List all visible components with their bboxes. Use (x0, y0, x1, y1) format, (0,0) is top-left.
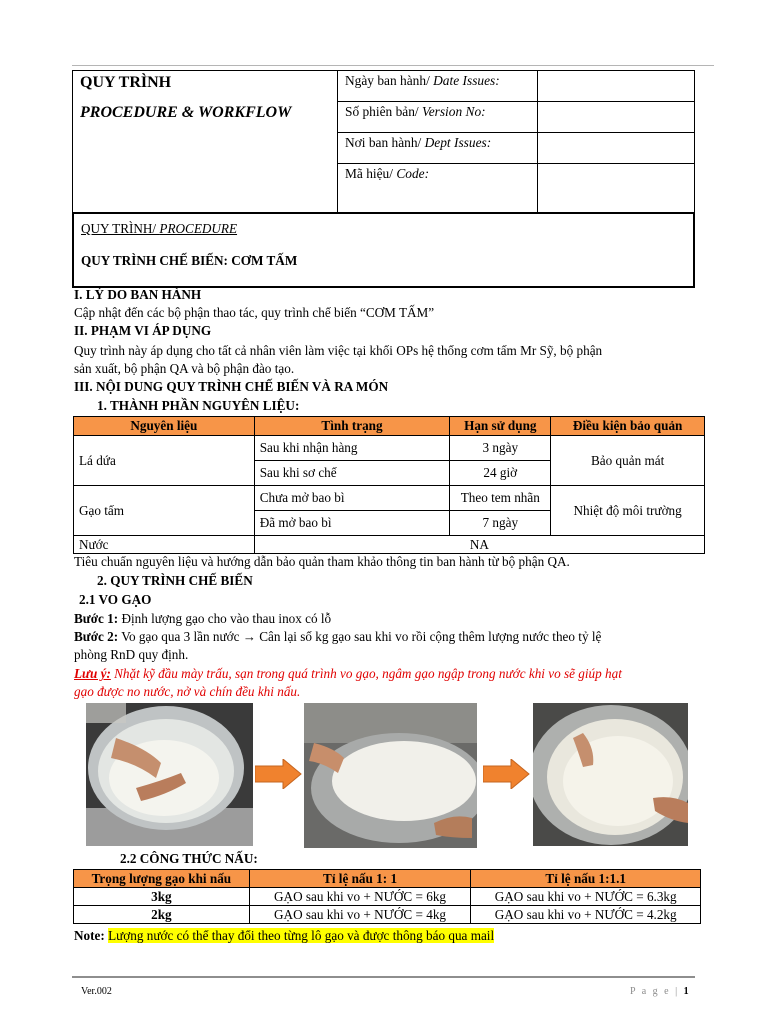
ingredient-status: Sau khi nhận hàng (254, 436, 450, 461)
ingredient-storage: Nhiệt độ môi trường (551, 486, 705, 536)
arrow-right-icon (483, 759, 531, 789)
step-1-label: Bước 1: (74, 611, 119, 626)
arrow-right-icon (255, 759, 303, 789)
date-label-en: Date Issues: (433, 73, 500, 88)
ingredient-value: NA (254, 536, 704, 554)
document-header (72, 70, 695, 213)
dept-value (537, 133, 695, 163)
header-title-vi: QUY TRÌNH (80, 74, 172, 91)
step-1 (74, 610, 696, 627)
ingredient-status: Sau khi sơ chế (254, 461, 450, 486)
ingredient-storage: Bảo quản mát (551, 436, 705, 486)
table-row (74, 436, 705, 461)
ingredient-name: Nước (74, 536, 255, 554)
table-row (74, 486, 705, 511)
table-row (74, 888, 701, 906)
section-1-text: Cập nhật đến các bộ phận thao tác, quy trình chế biến “CƠM TẤM” (74, 305, 435, 320)
header-ingredient: Nguyên liệu (74, 417, 255, 436)
photo-washing-rice-1 (86, 703, 253, 846)
step-2-text: Vo gạo qua 3 lần nước → Cân lại số kg gạo sau khi vo rồi cộng thêm lượng nước theo tỷ lệ (118, 629, 602, 644)
code-label: Mã hiệu/ (345, 166, 397, 181)
section-2-text-line-2: sản xuất, bộ phận QA và bộ phận đào tạo. (74, 361, 295, 376)
header-shelf-life: Hạn sử dụng (450, 417, 551, 436)
version-label: Số phiên bản/ (345, 104, 422, 119)
table-row (74, 906, 701, 924)
top-rule (72, 65, 714, 66)
date-label: Ngày ban hành/ (345, 73, 434, 88)
recipe-table (73, 869, 701, 924)
header-title-cell (73, 71, 338, 212)
caution-text: Nhặt kỹ đầu mày trấu, sạn trong quá trình vo gạo, ngâm gạo ngập trong nước khi vo sẽ giúp hạt (110, 666, 622, 681)
caution-line-1 (74, 665, 696, 682)
header-ratio-1-1-1: Tỉ lệ nấu 1:1.1 (471, 870, 701, 888)
photo-washing-rice-3 (533, 703, 688, 846)
procedure-label-en: PROCEDURE (159, 221, 238, 236)
header-condition: Tình trạng (254, 417, 450, 436)
ingredients-table (73, 416, 705, 554)
page-label: P a g e | (630, 986, 684, 997)
procedure-box (72, 212, 695, 288)
section-1-title: I. LÝ DO BAN HÀNH (74, 287, 202, 302)
ingredient-status: Đã mở bao bì (254, 511, 450, 536)
section-2-2-title: 2.2 CÔNG THỨC NẤU: (120, 851, 258, 866)
note-text: Lượng nước có thể thay đổi theo từng lô gạo và được thông báo qua mail (108, 928, 495, 943)
header-title-en: PROCEDURE & WORKFLOW (80, 104, 292, 121)
ratio-1-1-value: GẠO sau khi vo + NƯỚC = 4kg (249, 906, 471, 924)
step-2-line-1 (74, 628, 696, 645)
footer-rule (72, 976, 695, 978)
step-2-line-2: phòng RnD quy định. (74, 647, 189, 662)
version-value (537, 102, 695, 132)
step-2-label: Bước 2: (74, 629, 119, 644)
rice-drained-illustration (533, 703, 688, 846)
ratio-1-1-value: GẠO sau khi vo + NƯỚC = 6kg (249, 888, 471, 906)
header-storage: Điều kiện bảo quản (551, 417, 705, 436)
ingredient-status: Chưa mở bao bì (254, 486, 450, 511)
section-2-title: II. PHẠM VI ÁP DỤNG (74, 323, 212, 338)
photo-washing-rice-2 (304, 703, 477, 848)
code-label-en: Code: (396, 166, 430, 181)
step-1-text: Định lượng gạo cho vào thau inox có lỗ (118, 611, 332, 626)
ingredient-shelf-life: 7 ngày (450, 511, 551, 536)
after-table-text: Tiêu chuẩn nguyên liệu và hướng dẫn bảo quản tham khảo thông tin ban hành từ bộ phận QA. (74, 554, 570, 569)
ratio-1-1-1-value: GẠO sau khi vo + NƯỚC = 6.3kg (471, 888, 701, 906)
rice-weight: 2kg (74, 906, 250, 924)
header-row-version (338, 102, 694, 133)
recipe-header-row (74, 870, 701, 888)
version-label-en: Version No: (422, 104, 486, 119)
ratio-1-1-1-value: GẠO sau khi vo + NƯỚC = 4.2kg (471, 906, 701, 924)
date-value (537, 71, 695, 101)
procedure-label-vi: QUY TRÌNH/ (81, 221, 160, 236)
code-value (537, 164, 695, 212)
footer-page (630, 985, 689, 998)
table-row (74, 536, 705, 554)
header-row-dept (338, 133, 694, 164)
section-3-1-title: 1. THÀNH PHẦN NGUYÊN LIỆU: (97, 398, 300, 413)
ingredient-shelf-life: 3 ngày (450, 436, 551, 461)
note-line (74, 927, 696, 944)
ingredients-header-row (74, 417, 705, 436)
dept-label: Nơi ban hành/ (345, 135, 425, 150)
header-row-date (338, 71, 694, 102)
note-label: Note: (74, 928, 105, 943)
rice-washing-illustration (86, 703, 253, 846)
section-3-title: III. NỘI DUNG QUY TRÌNH CHẾ BIẾN VÀ RA MÓN (74, 379, 389, 394)
footer-version: Ver.002 (81, 986, 112, 997)
process-title: 2. QUY TRÌNH CHẾ BIẾN (97, 573, 253, 588)
section-2-text-line-1: Quy trình này áp dụng cho tất cả nhân viên làm việc tại khối OPs hệ thống cơm tấm Mr Sỹ, bộ phận (74, 343, 603, 358)
rice-pouring-illustration (304, 703, 477, 848)
header-ratio-1-1: Tỉ lệ nấu 1: 1 (249, 870, 471, 888)
dept-label-en: Dept Issues: (424, 135, 492, 150)
page-number: 1 (683, 986, 689, 997)
caution-label: Lưu ý: (74, 666, 111, 681)
header-row-code (338, 164, 694, 212)
header-rice-weight: Trọng lượng gạo khi nấu (74, 870, 250, 888)
ingredient-shelf-life: 24 giờ (450, 461, 551, 486)
ingredient-shelf-life: Theo tem nhãn (450, 486, 551, 511)
ingredient-name: Lá dứa (74, 436, 255, 486)
procedure-name: QUY TRÌNH CHẾ BIẾN: CƠM TẤM (81, 253, 298, 268)
caution-line-2: gạo được no nước, nở và chín đều khi nấu. (74, 684, 301, 699)
rice-weight: 3kg (74, 888, 250, 906)
ingredient-name: Gạo tấm (74, 486, 255, 536)
section-2-1-title: 2.1 VO GẠO (79, 592, 152, 607)
